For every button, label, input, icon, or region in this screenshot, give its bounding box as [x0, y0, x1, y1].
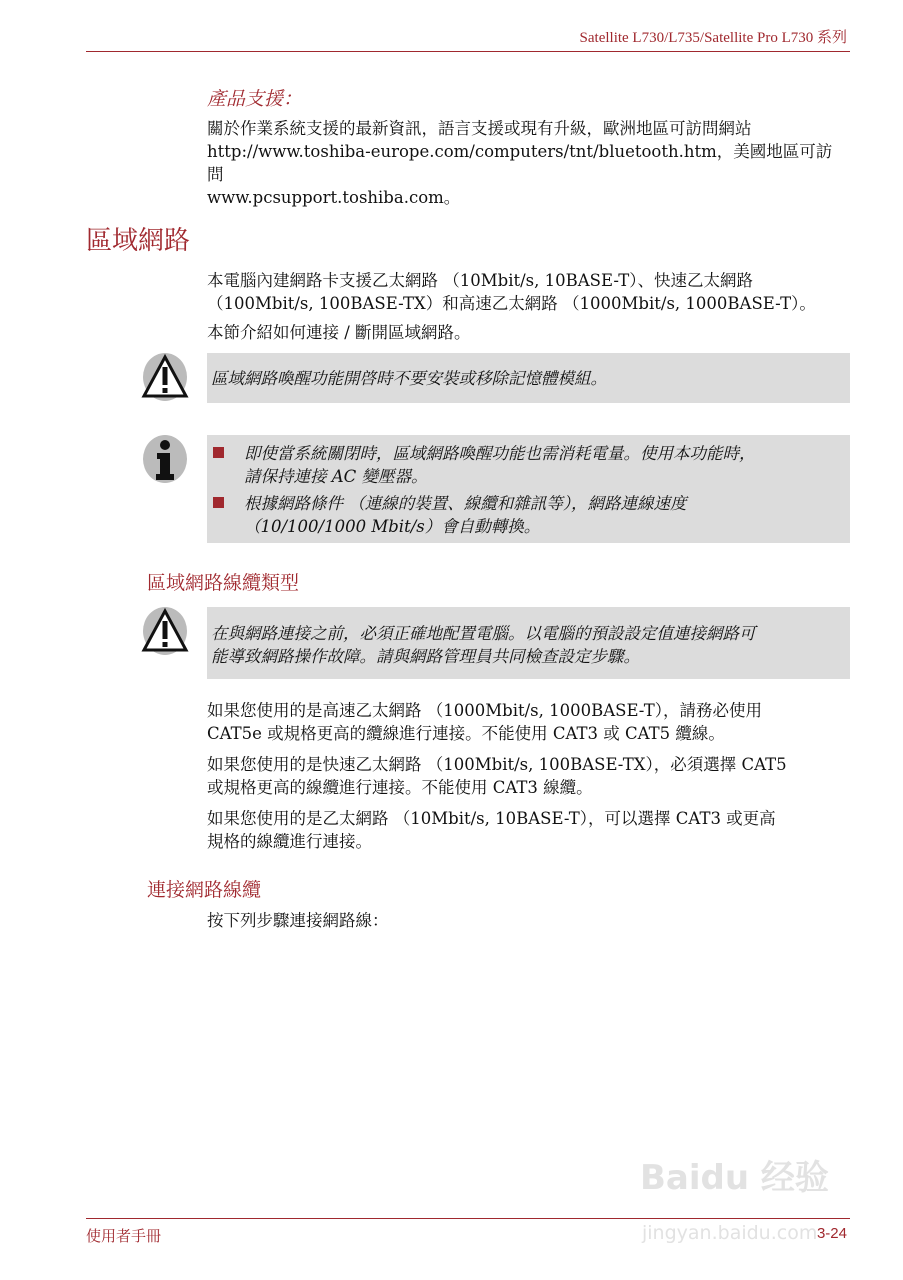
text-line: （10/100/1000 Mbit/s）會自動轉換。	[244, 517, 541, 536]
subheading-cable-types: 區域網路線纜類型	[147, 572, 300, 594]
text-line: 根據網路條件 （連線的裝置、線纜和雜訊等），網路連線速度	[244, 494, 687, 513]
bullet-icon	[213, 497, 224, 508]
text-line: 在與網路連接之前，必須正確地配置電腦。以電腦的預設設定值連接網路可	[211, 624, 756, 643]
text-line: （100Mbit/s, 100BASE-TX）和高速乙太網路 （1000Mbit/s, 1000BASE-T）。	[207, 294, 816, 313]
lan-intro	[207, 269, 847, 344]
watermark-url: jingyan.baidu.com	[642, 1222, 818, 1244]
footer-title: 使用者手冊	[86, 1227, 162, 1245]
watermark-logo: Baidu 经验	[640, 1158, 829, 1198]
warning-icon	[141, 606, 189, 656]
text-line: 或規格更高的線纜進行連接。不能使用 CAT3 線纜。	[207, 778, 593, 797]
product-support-text	[207, 117, 847, 209]
page-number: 3-24	[816, 1225, 847, 1242]
product-support-heading: 產品支援：	[207, 88, 303, 110]
link-us[interactable]: www.pcsupport.toshiba.com。	[207, 188, 461, 207]
link-europe[interactable]: http://www.toshiba-europe.com/computers/tnt/bluetooth.htm，美國地區可訪問	[207, 142, 833, 184]
footer-rule	[86, 1218, 850, 1219]
warning-box	[207, 607, 850, 679]
warning-icon	[141, 352, 189, 402]
text-line: 能導致網路操作故障。請與網路管理員共同檢查設定步驟。	[211, 647, 640, 666]
text-line: 本節介紹如何連接 / 斷開區域網路。	[207, 323, 471, 342]
text-line: 關於作業系統支援的最新資訊，語言支援或現有升級，歐洲地區可訪問網站	[207, 119, 752, 138]
text-line: 本電腦內建網路卡支援乙太網路 （10Mbit/s, 10BASE-T）、快速乙太網路	[207, 271, 754, 290]
text-line: 如果您使用的是乙太網路 （10Mbit/s, 10BASE-T），可以選擇 CAT3 或更高	[207, 809, 776, 828]
section-heading-lan: 區域網路	[86, 226, 191, 256]
header-rule	[86, 51, 850, 52]
running-header: Satellite L730/L735/Satellite Pro L730 系列	[579, 30, 847, 46]
text-line: 如果您使用的是快速乙太網路 （100Mbit/s, 100BASE-TX），必須選擇 CAT5	[207, 755, 787, 774]
text-line: 如果您使用的是高速乙太網路 （1000Mbit/s, 1000BASE-T），請務必使用	[207, 701, 763, 720]
connect-text: 按下列步驟連接網路線：	[207, 911, 389, 930]
bullet-icon	[213, 447, 224, 458]
info-item	[211, 492, 846, 538]
text-line: 規格的線纜進行連接。	[207, 832, 372, 851]
text-line: 即使當系統關閉時，區域網路喚醒功能也需消耗電量。使用本功能時，	[244, 444, 756, 463]
info-box	[207, 435, 850, 543]
subheading-connect: 連接網路線纜	[147, 879, 262, 901]
cable-paragraphs	[207, 699, 847, 853]
text-line: 請保持連接 AC 變壓器。	[244, 467, 428, 486]
info-icon	[141, 434, 189, 484]
text-line: CAT5e 或規格更高的纜線進行連接。不能使用 CAT3 或 CAT5 纜線。	[207, 724, 725, 743]
warning-box: 區域網路喚醒功能開啓時不要安裝或移除記憶體模組。	[207, 353, 850, 403]
info-item	[211, 442, 846, 488]
